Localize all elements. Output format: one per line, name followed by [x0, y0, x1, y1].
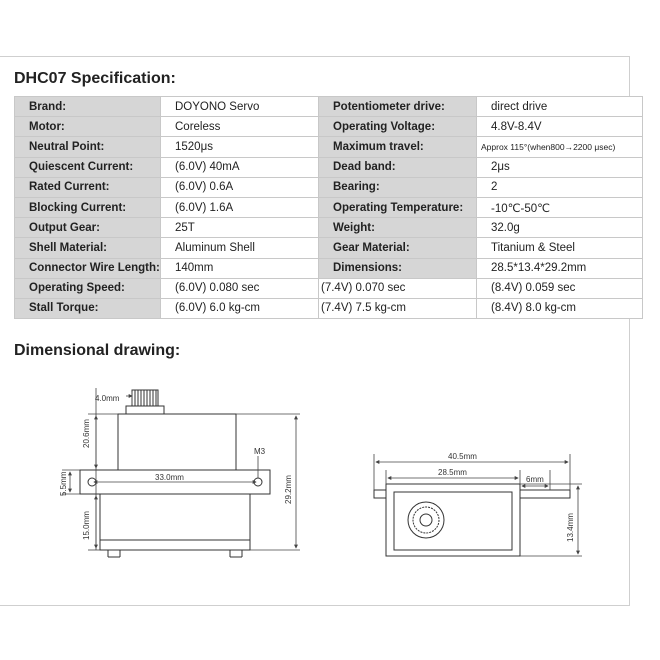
table-row	[15, 258, 643, 278]
spec-value: Aluminum Shell	[161, 238, 319, 258]
spec-value: 2μs	[477, 157, 643, 177]
drawing-title: Dimensional drawing:	[14, 342, 181, 359]
dim-label: 6mm	[526, 475, 544, 484]
table-row-torque	[15, 298, 643, 318]
table-row	[15, 97, 643, 117]
dim-label: 29.2mm	[284, 475, 293, 504]
spec-value: 32.0g	[477, 218, 643, 238]
dim-label: 4.0mm	[95, 394, 120, 403]
dim-label: 28.5mm	[438, 468, 467, 477]
servo-top-case	[118, 414, 236, 470]
spec-value: (7.4V) 0.070 sec	[319, 278, 477, 298]
spec-value: (8.4V) 0.059 sec	[477, 278, 643, 298]
spec-title: DHC07 Specification:	[14, 70, 176, 87]
spec-label: Rated Current:	[15, 177, 161, 197]
table-row	[15, 137, 643, 157]
spec-label: Stall Torque:	[15, 298, 161, 318]
spec-value: 28.5*13.4*29.2mm	[477, 258, 643, 278]
spec-label: Operating Temperature:	[319, 197, 477, 217]
spec-value: (6.0V) 6.0 kg-cm	[161, 298, 319, 318]
spec-value: 1520μs	[161, 137, 319, 157]
dim-label: 20.6mm	[82, 419, 91, 448]
spec-value: (6.0V) 1.6A	[161, 197, 319, 217]
servo-top-view	[374, 484, 570, 556]
spec-value: (7.4V) 7.5 kg-cm	[319, 298, 477, 318]
spec-value: (8.4V) 8.0 kg-cm	[477, 298, 643, 318]
dim-label: 5.5mm	[59, 471, 68, 496]
spec-label: Neutral Point:	[15, 137, 161, 157]
spec-label: Bearing:	[319, 177, 477, 197]
spec-label: Operating Speed:	[15, 278, 161, 298]
spec-label: Shell Material:	[15, 238, 161, 258]
spec-label: Brand:	[15, 97, 161, 117]
dim-label: M3	[254, 447, 266, 456]
spec-value: DOYONO Servo	[161, 97, 319, 117]
dimensional-drawing	[0, 370, 660, 570]
spec-value: Approx 115°(when800→2200 μsec)	[477, 137, 643, 157]
servo-bottom-case	[100, 494, 250, 550]
spec-label: Gear Material:	[319, 238, 477, 258]
dim-label: 40.5mm	[448, 452, 477, 461]
spec-label: Quiescent Current:	[15, 157, 161, 177]
spec-label: Connector Wire Length:	[15, 258, 161, 278]
dim-label: 33.0mm	[155, 473, 184, 482]
spec-value: direct drive	[477, 97, 643, 117]
table-row	[15, 218, 643, 238]
spec-label: Output Gear:	[15, 218, 161, 238]
dim-label: 13.4mm	[566, 513, 575, 542]
table-row	[15, 157, 643, 177]
spec-value: Titanium & Steel	[477, 238, 643, 258]
table-row	[15, 197, 643, 217]
spec-label: Blocking Current:	[15, 197, 161, 217]
table-row	[15, 238, 643, 258]
spec-label: Maximum travel:	[319, 137, 477, 157]
spec-label: Operating Voltage:	[319, 117, 477, 137]
spec-value: 140mm	[161, 258, 319, 278]
spec-value: (6.0V) 0.6A	[161, 177, 319, 197]
spec-label: Potentiometer drive:	[319, 97, 477, 117]
table-row	[15, 177, 643, 197]
spec-label: Weight:	[319, 218, 477, 238]
spec-value: 4.8V-8.4V	[477, 117, 643, 137]
spec-value: Coreless	[161, 117, 319, 137]
spec-value: (6.0V) 0.080 sec	[161, 278, 319, 298]
spec-table	[14, 96, 643, 319]
table-row	[15, 117, 643, 137]
spec-value: 25T	[161, 218, 319, 238]
spec-label: Motor:	[15, 117, 161, 137]
dim-label: 15.0mm	[82, 511, 91, 540]
spec-value: -10℃-50℃	[477, 197, 643, 217]
table-row-speed	[15, 278, 643, 298]
spec-value: 2	[477, 177, 643, 197]
spec-label: Dead band:	[319, 157, 477, 177]
spec-label: Dimensions:	[319, 258, 477, 278]
spec-value: (6.0V) 40mA	[161, 157, 319, 177]
